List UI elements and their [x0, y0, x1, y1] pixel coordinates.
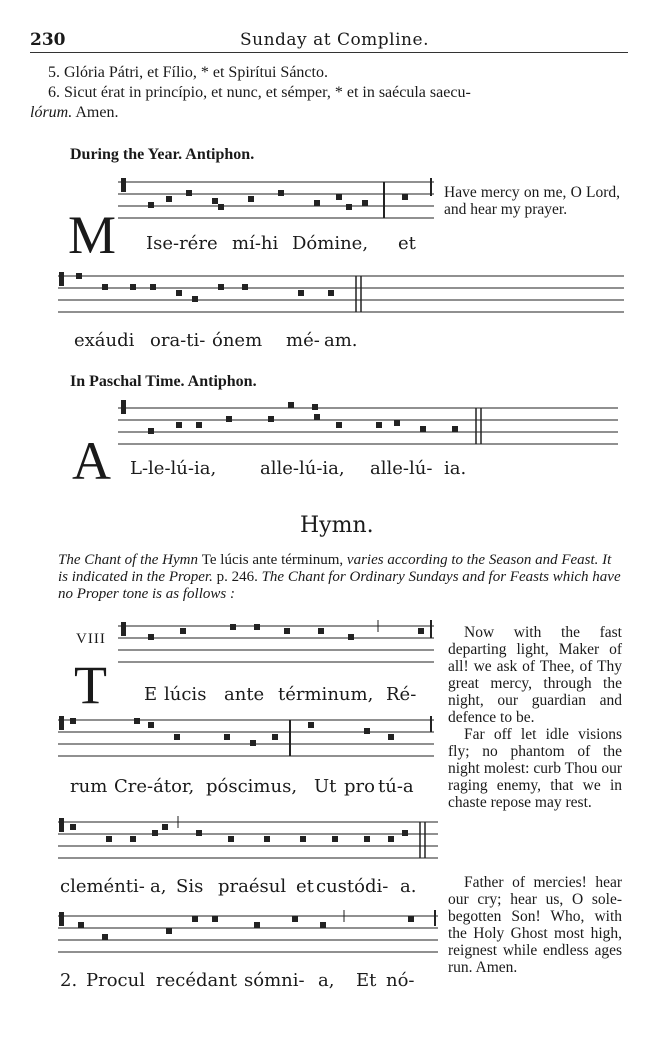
antiphon1-translation: Have mercy on me, O Lord, and hear my prayer.	[444, 184, 620, 218]
staff-antiphon1-2	[58, 268, 624, 318]
hymn-lyric-2d: Ut	[314, 776, 337, 797]
hymn-lyric-4b: Procul	[86, 970, 145, 991]
hymn-lyric-3g: a.	[400, 876, 417, 897]
hymn-lyric-3a: cleménti-	[60, 876, 145, 897]
staff-antiphon2	[118, 398, 618, 450]
antiphon1-lyric-2a: exáudi	[74, 330, 135, 351]
hymn-stanza-2: Far off let idle visions fly; no phantom of the night molest: curb Thou our raging enemy, that we in chaste repose may rest.	[448, 726, 622, 811]
hymn-lyric-3e: et	[296, 876, 314, 897]
header-rule	[30, 52, 628, 53]
antiphon1-lyric-1a: Ise-rére	[146, 233, 218, 254]
verse-5: 5. Glória Pátri, et Fílio, * et Spirítui Sáncto.	[48, 64, 328, 81]
rubric-a: The Chant of the Hymn	[58, 552, 198, 568]
hymn-lyric-1c: ante	[224, 684, 265, 705]
staff-antiphon1-1	[118, 178, 434, 228]
antiphon1-lyric-1d: et	[398, 233, 416, 254]
rubric-e: The Chant for Ordinary Sundays and for Feasts which have no Proper tone is as follows :	[58, 569, 621, 602]
hymn-lyric-4f: Et	[356, 970, 377, 991]
page-number: 230	[30, 30, 66, 50]
hymn-lyric-1b: lúcis	[164, 684, 207, 705]
verse-6-line2	[30, 104, 118, 122]
antiphon2-lyric-b: alle-lú-ia,	[260, 458, 345, 479]
hymn-lyric-2c: póscimus,	[206, 776, 298, 797]
hymn-lyric-3b: a,	[150, 876, 167, 897]
hymn-lyric-1e: Ré-	[386, 684, 417, 705]
antiphon1-lyric-2c: ónem	[212, 330, 263, 351]
verse-6-line1: 6. Sicut érat in princípio, et nunc, et sémper, * et in saécula saecu-	[48, 84, 471, 101]
hymn-lyric-2e: pro	[344, 776, 375, 797]
antiphon1-initial: M	[68, 205, 117, 265]
hymn-lyric-4d: sómni-	[244, 970, 305, 991]
antiphon1-lyric-1c: Dómine,	[292, 233, 369, 254]
running-title: Sunday at Compline.	[240, 30, 429, 50]
antiphon2-initial: A	[72, 431, 111, 491]
hymn-lyric-2b: Cre-átor,	[114, 776, 195, 797]
hymn-stanza-1: Now with the fast departing light, Maker of all! we ask of Thee, of Thy great mercy, through the night, our guardian and defence to be.	[448, 624, 622, 726]
hymn-lyric-3f: custódi-	[316, 876, 389, 897]
antiphon2-lyric-d: ia.	[444, 458, 467, 479]
staff-hymn-1	[118, 620, 434, 670]
antiphon1-lyric-2d: mé-	[286, 330, 320, 351]
hymn-lyric-4g: nó-	[386, 970, 415, 991]
rubric-c: varies according to the Season and Feast. It is indicated in the Proper.	[58, 552, 612, 585]
staff-hymn-3	[58, 814, 438, 866]
antiphon1-lyric-2b: ora-ti-	[150, 330, 206, 351]
antiphon2-lyric-a: L-le-lú-ia,	[130, 458, 217, 479]
antiphon1-lyric-1b: mí-hi	[232, 233, 279, 254]
antiphon1-lyric-2e: am.	[324, 330, 358, 351]
rubric-b: Te lúcis ante términum,	[201, 552, 344, 568]
hymn-lyric-2a: rum	[70, 776, 108, 797]
verse-6-amen: Amen.	[72, 104, 119, 121]
verse-6-italic: lórum.	[30, 104, 73, 121]
staff-hymn-2	[58, 714, 434, 764]
rubric-d: p. 246.	[216, 569, 258, 585]
hymn-rubric	[58, 552, 624, 603]
staff-hymn-4	[58, 908, 438, 960]
hymn-lyric-1d: términum,	[278, 684, 374, 705]
antiphon2-heading: In Paschal Time. Antiphon.	[70, 373, 257, 390]
hymn-lyric-4c: recédant	[156, 970, 238, 991]
hymn-title: Hymn.	[300, 513, 374, 538]
hymn-initial: T	[74, 655, 107, 715]
hymn-lyric-1a: E	[144, 684, 158, 705]
hymn-lyric-4e: a,	[318, 970, 335, 991]
hymn-stanza-3: Father of mercies! hear our cry; hear us, O sole-begotten Son! Who, with the Holy Ghost most high, reignest while endless ages run. Amen.	[448, 874, 622, 976]
hymn-lyric-3d: praésul	[218, 876, 287, 897]
antiphon2-lyric-c: alle-lú-	[370, 458, 433, 479]
hymn-lyric-4a: 2.	[60, 970, 78, 991]
antiphon1-heading: During the Year. Antiphon.	[70, 146, 255, 163]
hymn-mode: VIII	[76, 631, 106, 647]
hymn-lyric-3c: Sis	[176, 876, 204, 897]
hymn-lyric-2f: tú-a	[378, 776, 414, 797]
